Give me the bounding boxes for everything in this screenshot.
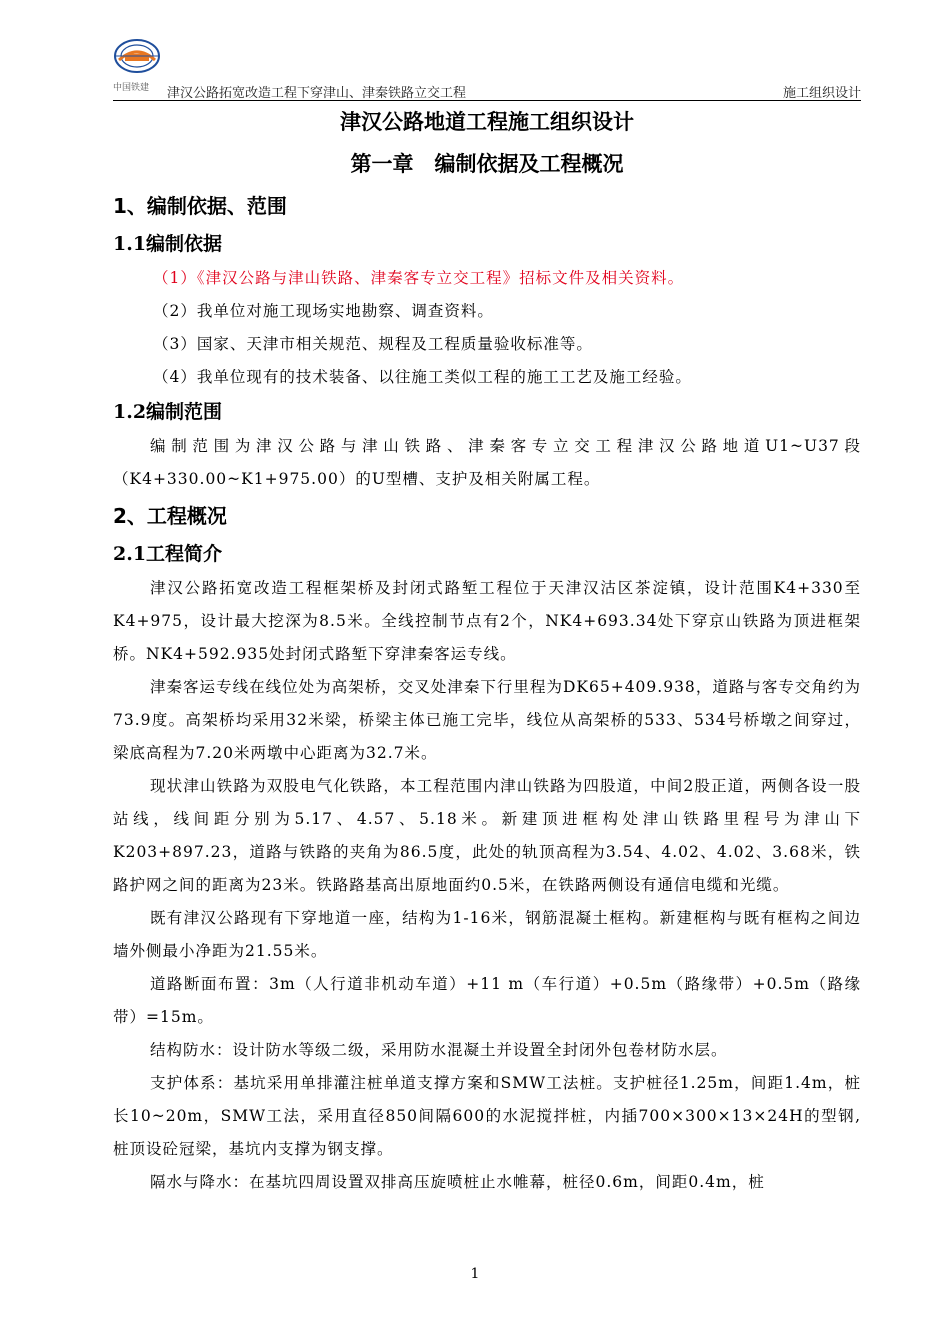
crcc-logo-icon <box>113 38 161 76</box>
overview-paragraph: 道路断面布置：3m（人行道非机动车道）+11 m（车行道）+0.5m（路缘带）+0.5m（路缘带）=15m。 <box>113 975 861 1026</box>
basis-item: （1）《津汉公路与津山铁路、津秦客专立交工程》招标文件及相关资料。 <box>153 269 685 287</box>
basis-item: （2）我单位对施工现场实地勘察、调查资料。 <box>153 302 494 320</box>
subsection-heading: 1.2编制范围 <box>113 401 223 423</box>
section-heading: 1、编制依据、范围 <box>113 194 287 218</box>
header-project-title: 津汉公路拓宽改造工程下穿津山、津秦铁路立交工程 <box>167 86 467 101</box>
page-header <box>113 38 861 101</box>
basis-item: （4）我单位现有的技术装备、以往施工类似工程的施工工艺及施工经验。 <box>153 368 692 386</box>
overview-paragraph: 既有津汉公路现有下穿地道一座，结构为1-16米，钢筋混凝土框构。新建框构与既有框构之间边墙外侧最小净距为21.55米。 <box>113 909 861 960</box>
overview-paragraph: 结构防水：设计防水等级二级，采用防水混凝土并设置全封闭外包卷材防水层。 <box>150 1041 728 1059</box>
overview-paragraph: 现状津山铁路为双股电气化铁路，本工程范围内津山铁路为四股道，中间2股正道，两侧各设一股站线，线间距分别为5.17、4.57、5.18米。新建顶进框构处津山铁路里程号为津山下K203+897.23，道路与铁路的夹角为86.5度，此处的轨顶高程为3.54、4.02、4.02、3.68米，铁路护网之间的距离为23米。铁路路基高出原地面约0.5米，在铁路两侧设有通信电缆和光缆。 <box>113 777 861 894</box>
page-number: 1 <box>470 1266 480 1282</box>
scope-paragraph: 编制范围为津汉公路与津山铁路、津秦客专立交工程津汉公路地道U1~U37段（K4+330.00~K1+975.00）的U型槽、支护及相关附属工程。 <box>113 437 861 488</box>
overview-paragraph: 津秦客运专线在线位处为高架桥，交叉处津秦下行里程为DK65+409.938，道路与客专交角约为73.9度。高架桥均采用32米梁，桥梁主体已施工完毕，线位从高架桥的533、534号桥墩之间穿过，梁底高程为7.20米两墩中心距离为32.7米。 <box>113 678 861 762</box>
overview-paragraph: 津汉公路拓宽改造工程框架桥及封闭式路堑工程位于天津汉沽区茶淀镇，设计范围K4+330至K4+975，设计最大挖深为8.5米。全线控制节点有2个，NK4+693.34处下穿京山铁路为顶进框架桥。NK4+592.935处封闭式路堑下穿津秦客运专线。 <box>113 579 861 663</box>
page-content <box>113 104 861 1199</box>
basis-item: （3）国家、天津市相关规范、规程及工程质量验收标准等。 <box>153 335 593 353</box>
section-heading: 2、工程概况 <box>113 504 227 528</box>
overview-paragraph: 支护体系：基坑采用单排灌注桩单道支撑方案和SMW工法桩。支护桩径1.25m，间距1.4m，桩长10~20m，SMW工法，采用直径850间隔600的水泥搅拌桩，内插700×300×13×24H的型钢,桩顶设砼冠梁，基坑内支撑为钢支撑。 <box>113 1074 861 1158</box>
subsection-heading: 1.1编制依据 <box>113 233 223 255</box>
header-doc-type: 施工组织设计 <box>782 86 861 101</box>
logo-text: 中国铁建 <box>113 83 150 93</box>
document-title: 津汉公路地道工程施工组织设计 <box>340 109 634 134</box>
chapter-title: 第一章 编制依据及工程概况 <box>350 151 624 176</box>
company-logo <box>113 38 165 94</box>
overview-paragraph: 隔水与降水：在基坑四周设置双排高压旋喷桩止水帷幕，桩径0.6m，间距0.4m，桩 <box>150 1173 765 1191</box>
subsection-heading: 2.1工程简介 <box>113 543 223 565</box>
header-divider <box>113 100 861 101</box>
